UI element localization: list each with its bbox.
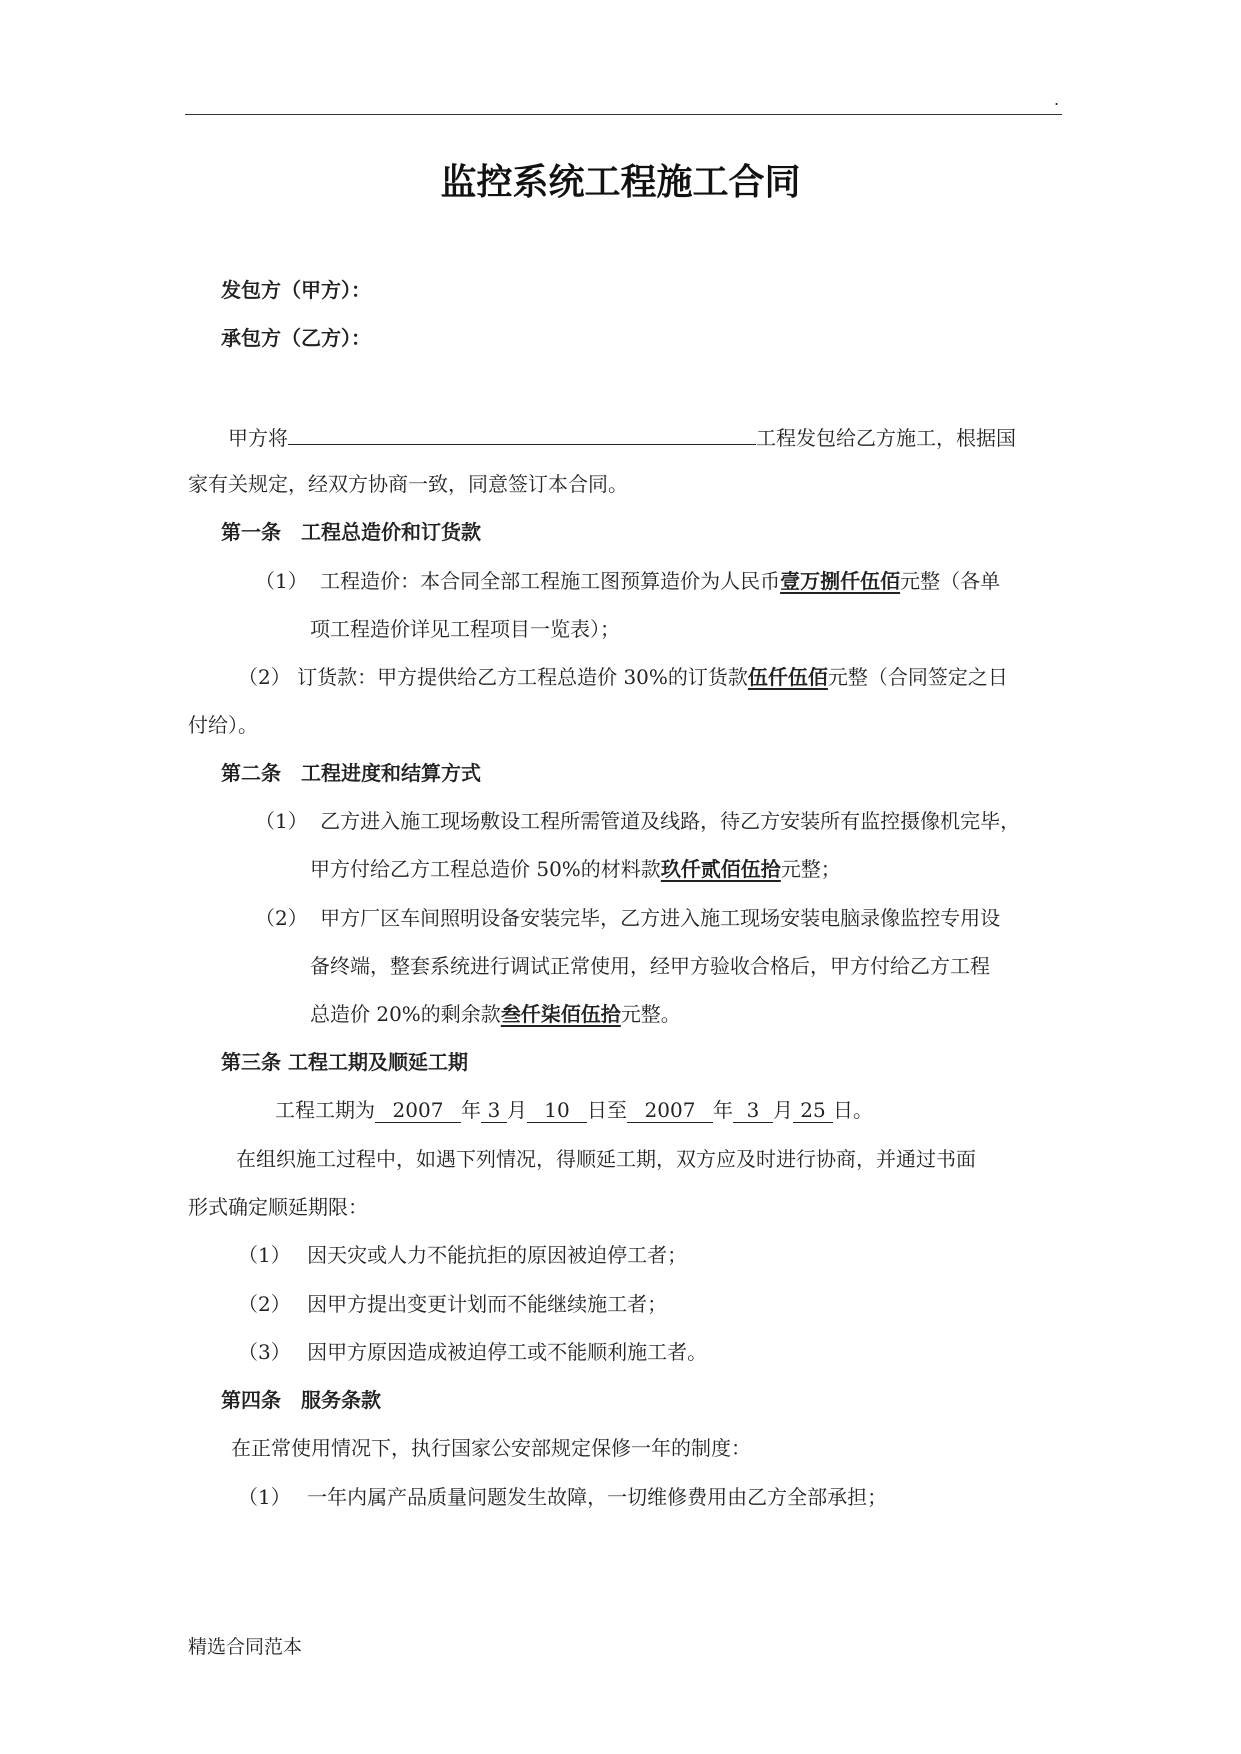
item-number: （1）	[255, 569, 308, 593]
item-number: （1）	[255, 809, 308, 833]
article-2-item-2-line-3	[310, 1000, 681, 1028]
start-day: 10	[527, 1098, 587, 1123]
balance-amount: 叁仟柒佰伍拾	[500, 1002, 621, 1026]
item-text: 乙方进入施工现场敷设工程所需管道及线路，待乙方安装所有监控摄像机完毕，	[320, 809, 1021, 833]
article-2-heading: 第二条 工程进度和结算方式	[221, 761, 481, 785]
article-2-item-2-line-2: 备终端，整套系统进行调试正常使用，经甲方验收合格后，甲方付给乙方工程	[310, 954, 990, 978]
article-3-para-line-2: 形式确定顺延期限：	[188, 1195, 368, 1219]
year-label: 年	[461, 1098, 481, 1122]
item-text: 总造价 20%的剩余款	[310, 1002, 501, 1026]
month-label: 月	[773, 1098, 793, 1122]
item-number: （1）	[238, 1485, 291, 1509]
construction-period-line	[275, 1096, 873, 1124]
list-item	[238, 1338, 707, 1366]
item-text: 因甲方原因造成被迫停工或不能顺利施工者。	[307, 1340, 708, 1364]
article-2-item-2-line-1	[255, 904, 1000, 932]
list-item	[238, 1241, 687, 1269]
article-1-heading: 第一条 工程总造价和订货款	[221, 520, 481, 544]
material-amount: 玖仟贰佰伍拾	[660, 857, 781, 881]
item-text: 元整（各单	[900, 569, 1001, 593]
article-1-item-2-line-2: 付给）。	[188, 713, 258, 737]
page-footer: 精选合同范本	[188, 1636, 303, 1658]
intro-line-1	[228, 422, 1016, 452]
item-text: 甲方付给乙方工程总造价 50%的材料款	[310, 857, 661, 881]
to-label: 至	[607, 1098, 627, 1122]
item-text: 甲方厂区车间照明设备安装完毕，乙方进入施工现场安装电脑录像监控专用设	[320, 906, 1001, 930]
month-label: 月	[507, 1098, 527, 1122]
end-year: 2007	[627, 1098, 713, 1123]
article-4-intro: 在正常使用情况下，执行国家公安部规定保修一年的制度：	[231, 1436, 751, 1460]
item-text: 元整；	[780, 857, 841, 881]
item-text: 订货款：甲方提供给乙方工程总造价 30%的订货款	[297, 665, 748, 689]
article-3-heading: 第三条 工程工期及顺延工期	[221, 1050, 468, 1074]
header-dot: .	[1054, 90, 1060, 109]
list-item	[238, 1483, 887, 1511]
item-text: 元整。	[620, 1002, 681, 1026]
period-label: 工程工期为	[275, 1098, 375, 1122]
article-3-para-line-1: 在组织施工过程中，如遇下列情况，得顺延工期，双方应及时进行协商，并通过书面	[236, 1147, 976, 1171]
item-number: （3）	[238, 1340, 291, 1364]
item-number: （1）	[238, 1243, 291, 1267]
item-text: 元整（合同签定之日	[827, 665, 1008, 689]
party-a-label: 发包方（甲方）：	[221, 278, 371, 302]
intro-suffix: 工程发包给乙方施工，根据国	[756, 426, 1016, 450]
end-day: 25	[793, 1098, 833, 1123]
article-4-heading: 第四条 服务条款	[221, 1388, 381, 1412]
contract-amount: 壹万捌仟伍佰	[780, 569, 901, 593]
header-rule	[185, 114, 1062, 115]
item-number: （2）	[238, 665, 291, 689]
end-month: 3	[733, 1098, 773, 1123]
article-1-item-1-line-2: 项工程造价详见工程项目一览表）；	[310, 617, 620, 641]
item-text: 因天灾或人力不能抗拒的原因被迫停工者；	[307, 1243, 688, 1267]
party-b-label: 承包方（乙方）：	[221, 326, 371, 350]
article-2-item-1-line-2	[310, 855, 841, 883]
start-year: 2007	[375, 1098, 461, 1123]
article-1-item-1-line-1	[255, 567, 1000, 595]
intro-prefix: 甲方将	[228, 426, 288, 450]
item-number: （2）	[255, 906, 308, 930]
document-title: 监控系统工程施工合同	[440, 162, 801, 203]
year-label: 年	[713, 1098, 733, 1122]
article-1-item-2-line-1	[238, 663, 1008, 691]
project-name-blank	[288, 422, 756, 445]
article-2-item-1-line-1	[255, 807, 1020, 835]
intro-line-2: 家有关规定，经双方协商一致，同意签订本合同。	[188, 472, 628, 496]
item-text: 因甲方提出变更计划而不能继续施工者；	[307, 1292, 668, 1316]
start-month: 3	[481, 1098, 507, 1123]
item-text: 一年内属产品质量问题发生故障，一切维修费用由乙方全部承担；	[307, 1485, 888, 1509]
day-label: 日	[587, 1098, 607, 1122]
item-number: （2）	[238, 1292, 291, 1316]
deposit-amount: 伍仟伍佰	[747, 665, 828, 689]
item-text: 工程造价：本合同全部工程施工图预算造价为人民币	[320, 569, 781, 593]
list-item	[238, 1290, 667, 1318]
end-label: 日。	[833, 1098, 873, 1122]
